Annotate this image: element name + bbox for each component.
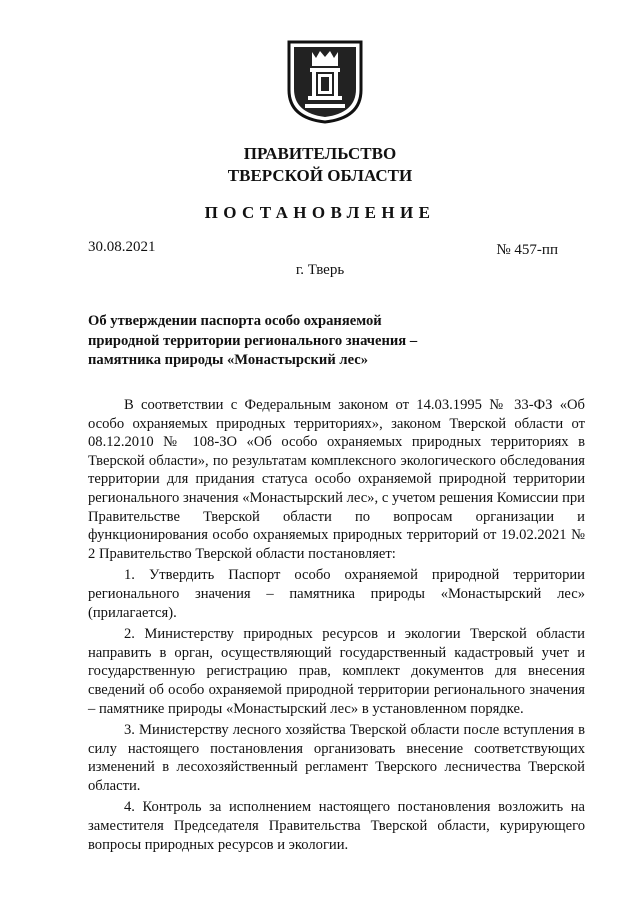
subject-line-3: памятника природы «Монастырский лес» <box>88 352 369 368</box>
clause-4: 4. Контроль за исполнением настоящего постановления возложить на заместителя Председателя Правительства Тверской области, курирующего вопросы природных ресурсов и экологии. <box>88 799 585 853</box>
government-heading <box>0 143 640 187</box>
document-body <box>88 396 585 857</box>
document-date: 30.08.2021 <box>88 239 156 255</box>
document-subject <box>88 312 448 371</box>
tver-coat-of-arms-icon <box>285 38 365 124</box>
gov-line-2: ТВЕРСКОЙ ОБЛАСТИ <box>227 166 413 185</box>
document-type: ПОСТАНОВЛЕНИЕ <box>204 203 436 222</box>
document-city: г. Тверь <box>295 262 345 278</box>
gov-line-1: ПРАВИТЕЛЬСТВО <box>243 144 397 163</box>
preamble-paragraph: В соответствии с Федеральным законом от 14.03.1995 № 33-ФЗ «Об особо охраняемых природных территориях», законом Тверской области от 08.12.2010 № 108-ЗО «Об особо охраняемых природных территориях в Тверской области», по результатам комплексного экологического обследования территории для придания статуса особо охраняемой природной территории регионального значения «Монастырский лес», с учетом решения Комиссии при Правительстве Тверской области по вопросам организации и функционирования особо охраняемых природных территорий от 19.02.2021 № 2 Правительство Тверской области постановляет: <box>88 397 585 562</box>
subject-line-1: Об утверждении паспорта особо охраняемой <box>88 313 382 329</box>
clause-2: 2. Министерству природных ресурсов и экологии Тверской области направить в орган, осуществляющий государственный кадастровый учет и государственную регистрацию прав, комплект документов для внесения сведений об особо охраняемой природной территории регионального значения – памятнике природы «Монастырский лес» в установленном порядке. <box>88 626 585 717</box>
subject-line-2: природной территории регионального значения – <box>88 332 418 349</box>
document-number: № 457-пп <box>496 242 558 258</box>
clause-1: 1. Утвердить Паспорт особо охраняемой природной территории регионального значения – памятника природы «Монастырский лес» (прилагается). <box>88 567 585 621</box>
clause-3: 3. Министерству лесного хозяйства Тверской области после вступления в силу настоящего постановления организовать внесение соответствующих изменений в лесохозяйственный регламент Тверского лесничества Тверской области. <box>88 722 585 794</box>
